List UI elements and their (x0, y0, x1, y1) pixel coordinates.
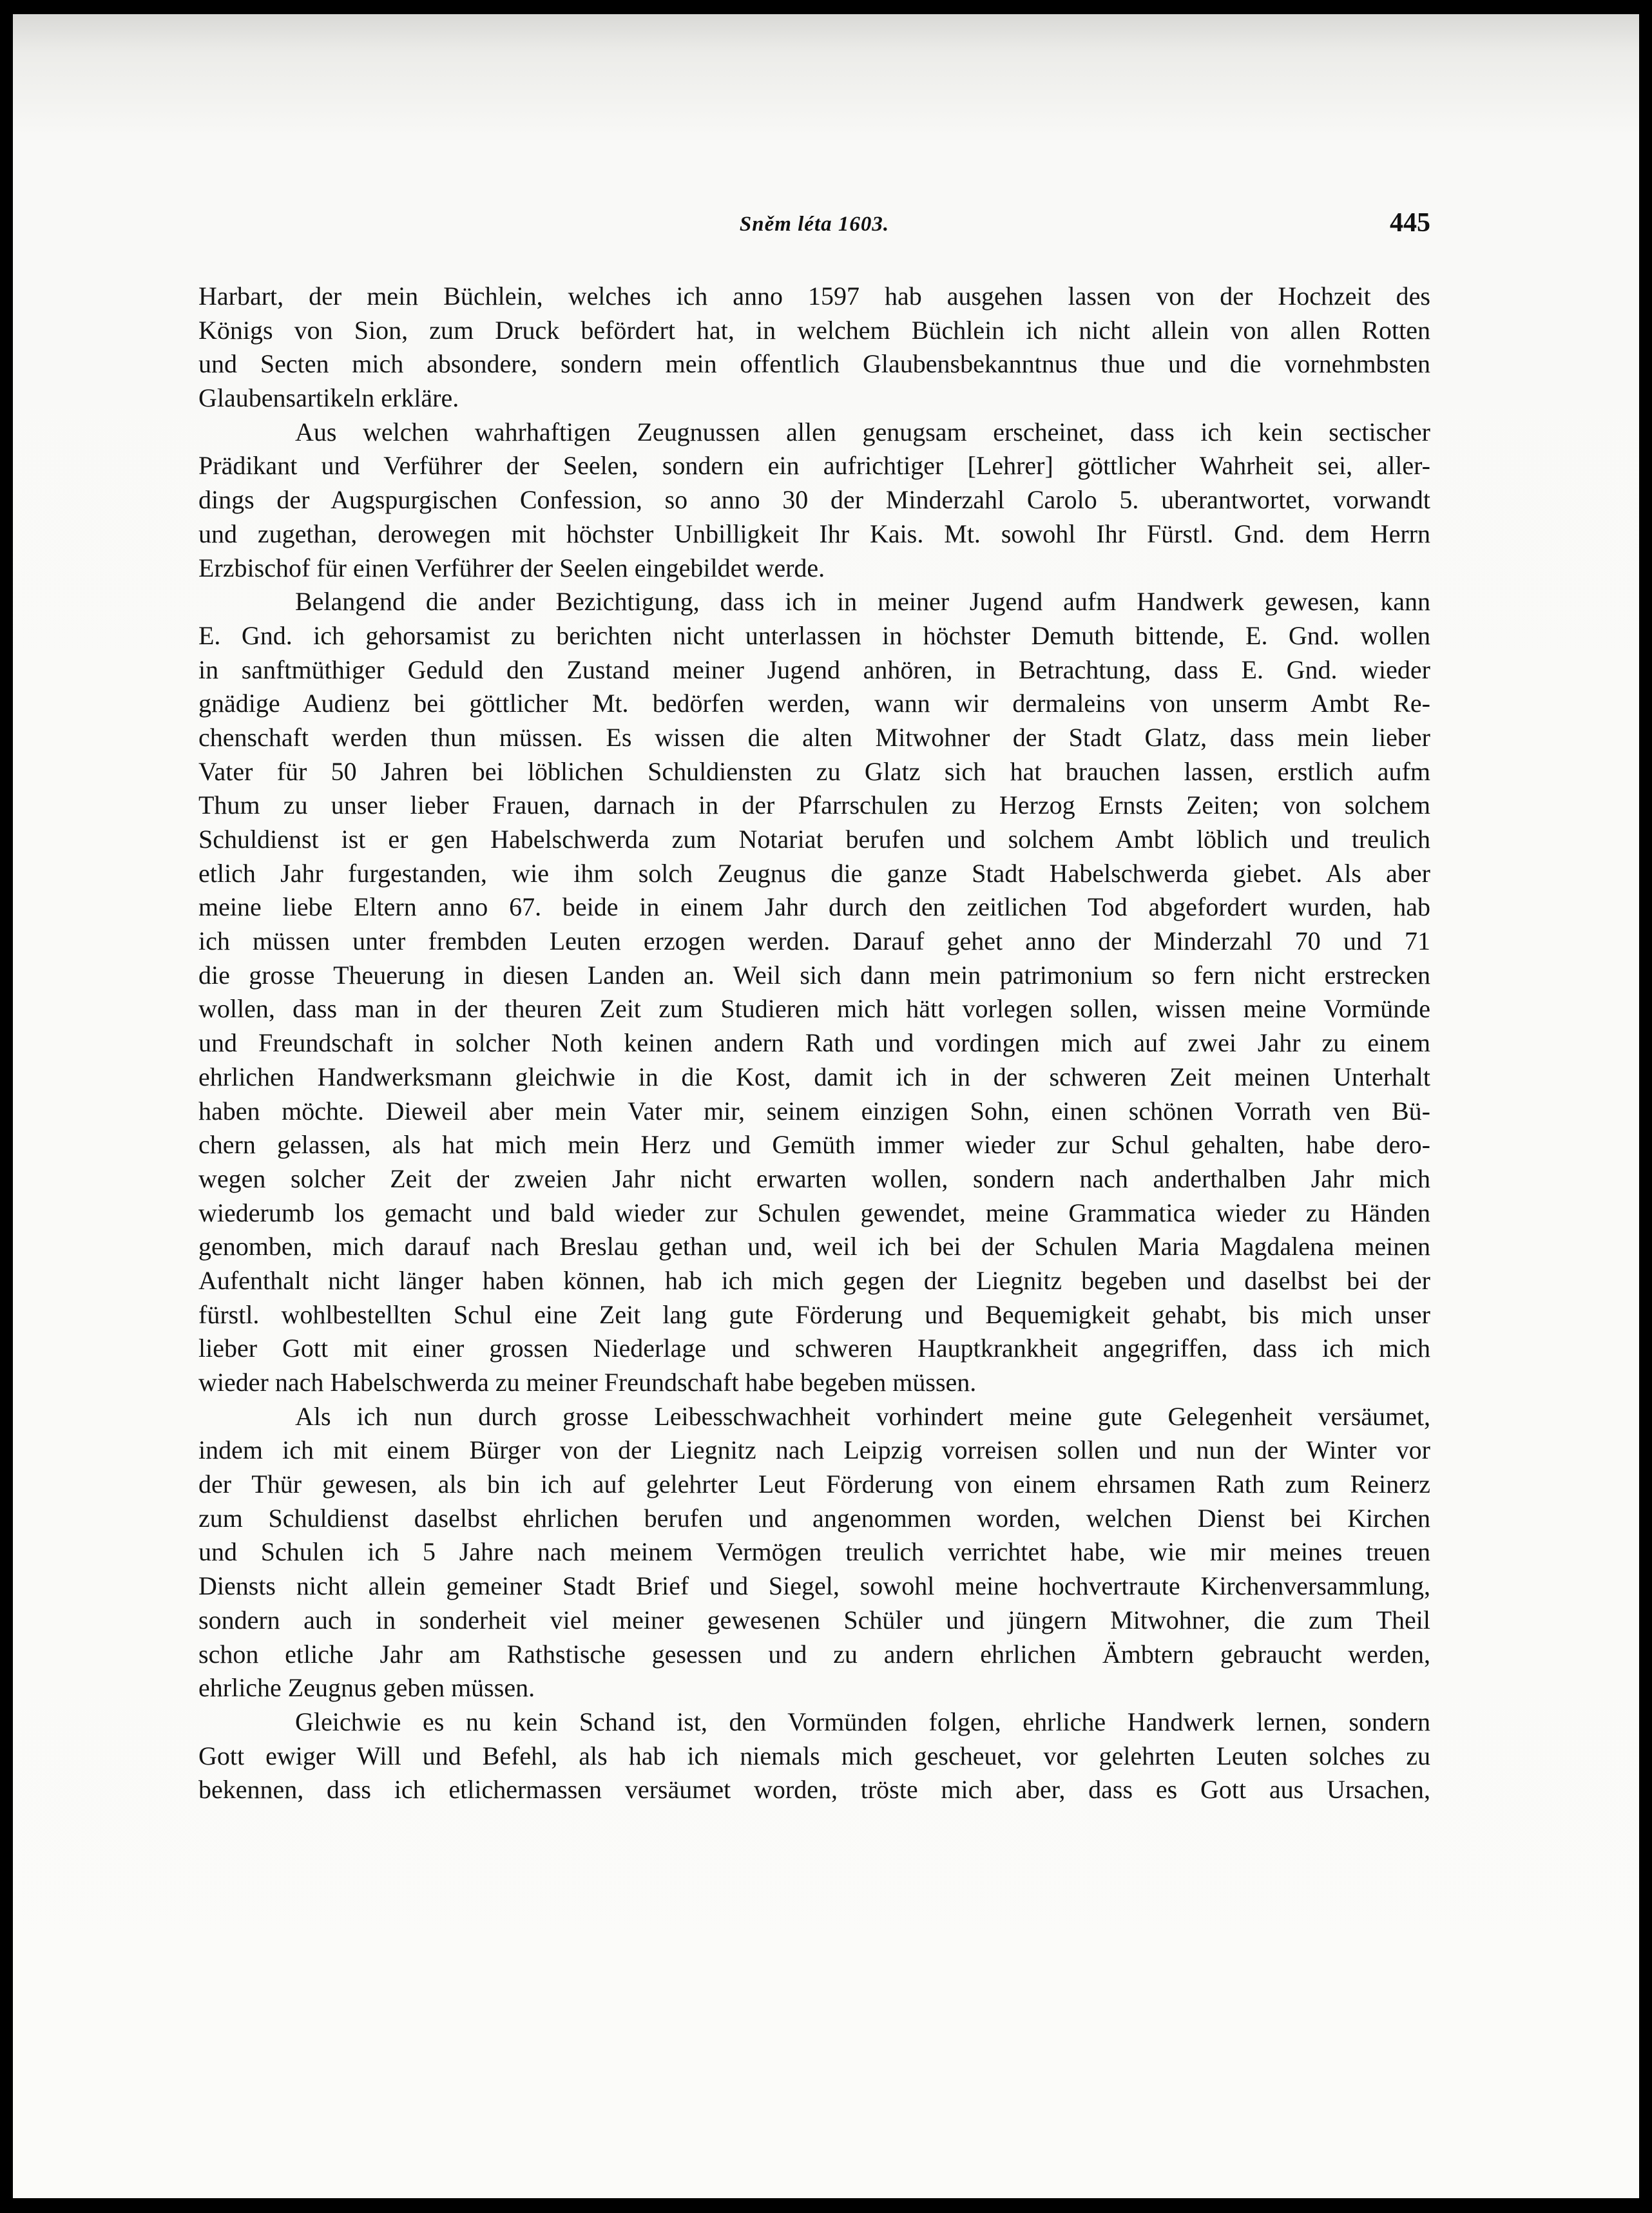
text-line: indem ich mit einem Bürger von der Liegnitz nach Leipzig vorreisen sollen und nun der Winter vor (198, 1435, 1430, 1465)
paragraph-first-line: Aus welchen wahrhaftigen Zeugnussen allen genugsam erscheinet, dass ich kein sectischer (295, 417, 1430, 446)
paragraph-first-line: Gleichwie es nu kein Schand ist, den Vormünden folgen, ehrliche Handwerk lernen, sondern (295, 1707, 1430, 1736)
text-line: gnädige Audienz bei göttlicher Mt. bedörfen werden, wann wir dermaleins von unserm Ambt Re- (198, 689, 1430, 718)
text-line: Gott ewiger Will und Befehl, als hab ich niemals mich gescheuet, vor gelehrten Leuten solches zu (198, 1741, 1430, 1770)
text-line: sondern auch in sonderheit viel meiner gewesenen Schüler und jüngern Mitwohner, die zum Theil (198, 1605, 1430, 1634)
text-line: ehrliche Zeugnus geben müssen. (198, 1673, 535, 1703)
text-line: etlich Jahr furgestanden, wie ihm solch Zeugnus die ganze Stadt Habelschwerda giebet. Als aber (198, 858, 1430, 888)
text-line: lieber Gott mit einer grossen Niederlage und schweren Hauptkrankheit angegriffen, dass ich mich (198, 1334, 1430, 1363)
paragraph-first-line: Als ich nun durch grosse Leibesschwachheit vorhindert meine gute Gelegenheit versäumet, (295, 1401, 1430, 1431)
text-line: Diensts nicht allein gemeiner Stadt Brief und Siegel, sowohl meine hochvertraute Kirchenversammlung, (198, 1571, 1430, 1601)
paragraph-first-line: Belangend die ander Bezichtigung, dass ich in meiner Jugend aufm Handwerk gewesen, kann (295, 587, 1430, 617)
text-line: Königs von Sion, zum Druck befördert hat, in welchem Büchlein ich nicht allein von allen Rotten (198, 315, 1430, 345)
text-line: chenschaft werden thun müssen. Es wissen die alten Mitwohner der Stadt Glatz, dass mein lieber (198, 722, 1430, 752)
text-line: ehrlichen Handwerksmann gleichwie in die Kost, damit ich in der schweren Zeit meinen Unterhalt (198, 1062, 1430, 1091)
text-line: wieder nach Habelschwerda zu meiner Freundschaft habe begeben müssen. (198, 1368, 977, 1397)
page-number: 445 (1390, 208, 1430, 238)
text-line: schon etliche Jahr am Rathstische gesessen und zu andern ehrlichen Ämbtern gebraucht werden, (198, 1639, 1430, 1669)
running-title: Sněm léta 1603. (739, 213, 890, 236)
text-line: Schuldienst ist er gen Habelschwerda zum Notariat berufen und solchem Ambt löblich und treulich (198, 825, 1430, 854)
text-line: und zugethan, derowegen mit höchster Unbilligkeit Ihr Kais. Mt. sowohl Ihr Fürstl. Gnd. dem Herrn (198, 519, 1430, 548)
text-line: meine liebe Eltern anno 67. beide in einem Jahr durch den zeitlichen Tod abgefordert wurden, hab (198, 892, 1430, 922)
text-line: wiederumb los gemacht und bald wieder zur Schulen gewendet, meine Grammatica wieder zu Händen (198, 1198, 1430, 1227)
text-line: der Thür gewesen, als bin ich auf gelehrter Leut Förderung von einem ehrsamen Rath zum Reinerz (198, 1470, 1430, 1499)
text-line: Glaubensartikeln erkläre. (198, 383, 459, 413)
text-line: Aufenthalt nicht länger haben können, hab ich mich gegen der Liegnitz begeben und daselbst bei der (198, 1265, 1430, 1295)
text-line: in sanftmüthiger Geduld den Zustand meiner Jugend anhören, in Betrachtung, dass E. Gnd. wieder (198, 655, 1430, 684)
text-line: genomben, mich darauf nach Breslau gethan und, weil ich bei der Schulen Maria Magdalena meinen (198, 1232, 1430, 1261)
text-line: chern gelassen, als hat mich mein Herz und Gemüth immer wieder zur Schul gehalten, habe dero- (198, 1130, 1430, 1160)
text-line: und Freundschaft in solcher Noth keinen andern Rath und vordingen mich auf zwei Jahr zu einem (198, 1028, 1430, 1058)
text-line: Harbart, der mein Büchlein, welches ich anno 1597 hab ausgehen lassen von der Hochzeit des (198, 282, 1430, 311)
text-line: Thum zu unser lieber Frauen, darnach in der Pfarrschulen zu Herzog Ernsts Zeiten; von solchem (198, 790, 1430, 820)
text-line: Prädikant und Verführer der Seelen, sondern ein aufrichtiger [Lehrer] göttlicher Wahrheit sei, aller- (198, 451, 1430, 481)
text-line: und Secten mich absondere, sondern mein offentlich Glaubensbekanntnus thue und die vornehmbsten (198, 349, 1430, 379)
text-line: bekennen, dass ich etlichermassen versäumet worden, tröste mich aber, dass es Gott aus Ursachen, (198, 1775, 1430, 1805)
body-text (198, 280, 1430, 1807)
text-line: Erzbischof für einen Verführer der Seelen eingebildet werde. (198, 553, 825, 582)
text-line: wollen, dass man in der theuren Zeit zum Studieren mich hätt vorlegen sollen, wissen meine Vormünde (198, 994, 1430, 1024)
text-line: haben möchte. Dieweil aber mein Vater mir, seinem einzigen Sohn, einen schönen Vorrath ven Bü- (198, 1096, 1430, 1126)
text-line: Vater für 50 Jahren bei löblichen Schuldiensten zu Glatz sich hat brauchen lassen, erstlich aufm (198, 756, 1430, 786)
text-line: fürstl. wohlbestellten Schul eine Zeit lang gute Förderung und Bequemigkeit gehabt, bis mich unser (198, 1299, 1430, 1329)
text-line: ich müssen unter frembden Leuten erzogen werden. Darauf gehet anno der Minderzahl 70 und 71 (198, 926, 1430, 956)
text-line: zum Schuldienst daselbst ehrlichen berufen und angenommen worden, welchen Dienst bei Kirchen (198, 1503, 1430, 1533)
text-line: wegen solcher Zeit der zweien Jahr nicht erwarten wollen, sondern nach anderthalben Jahr mich (198, 1164, 1430, 1193)
text-line: dings der Augspurgischen Confession, so anno 30 der Minderzahl Carolo 5. uberantwortet, vorwandt (198, 485, 1430, 515)
page-header (198, 207, 1430, 246)
text-line: die grosse Theuerung in diesen Landen an. Weil sich dann mein patrimonium so fern nicht erstrecken (198, 960, 1430, 990)
text-line: und Schulen ich 5 Jahre nach meinem Vermögen treulich verrichtet habe, wie mir meines treuen (198, 1537, 1430, 1567)
scanned-page (13, 14, 1639, 2198)
text-line: E. Gnd. ich gehorsamist zu berichten nicht unterlassen in höchster Demuth bittende, E. Gnd. wollen (198, 620, 1430, 650)
